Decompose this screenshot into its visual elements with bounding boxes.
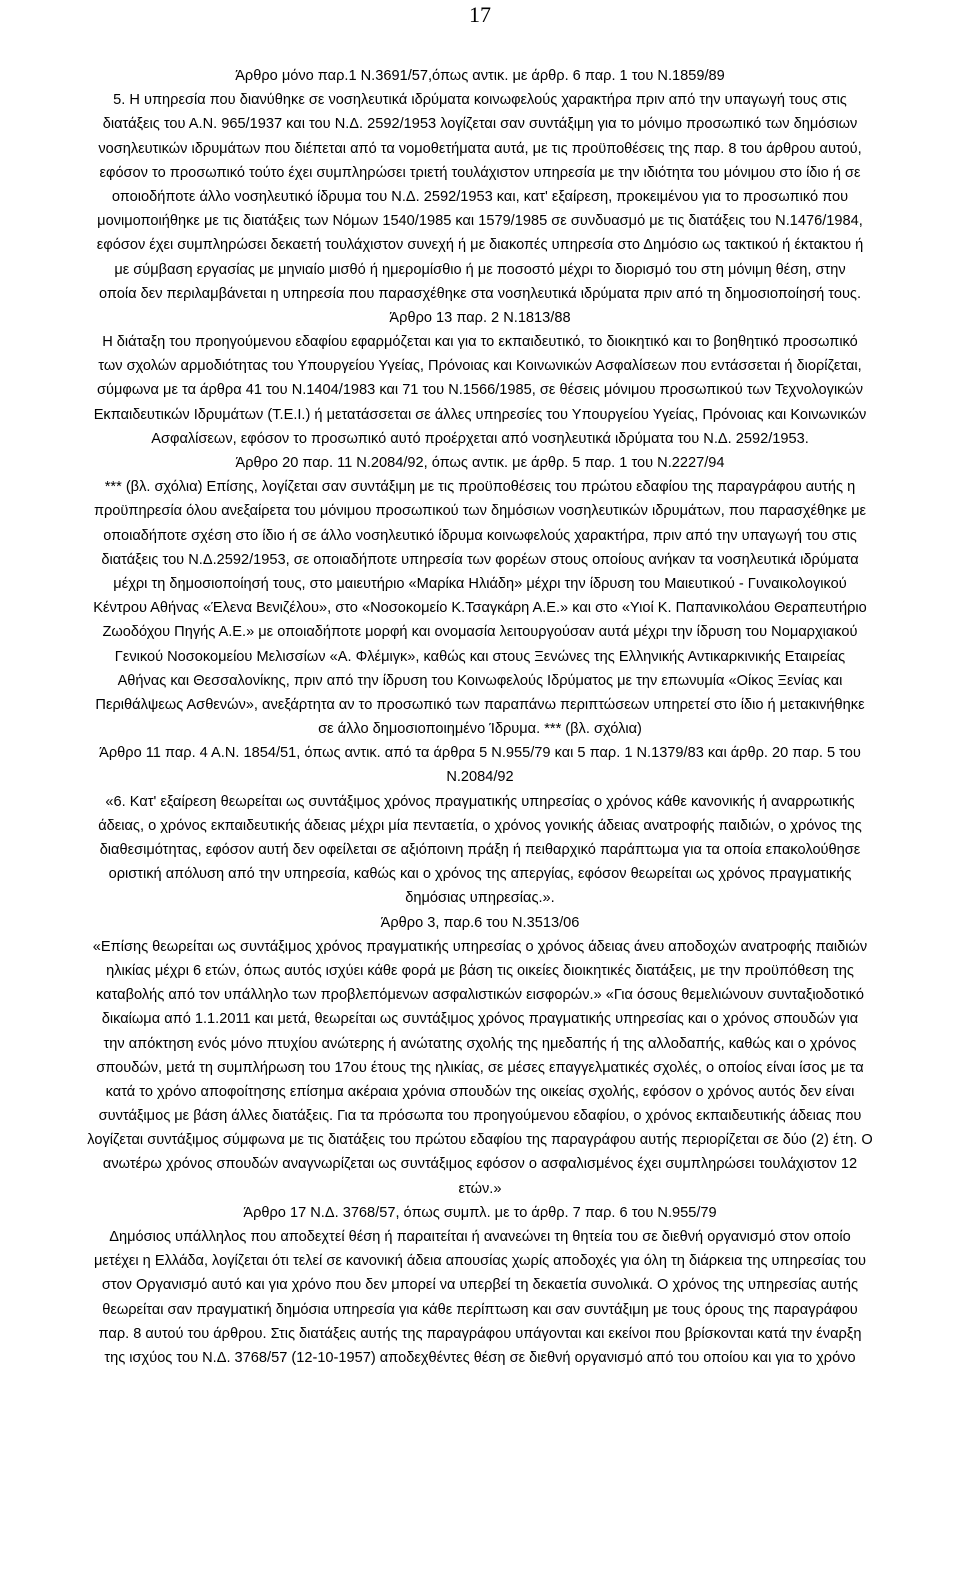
- text-line-content: Άρθρο μόνο παρ.1 Ν.3691/57,όπως αντικ. με άρθρ. 6 παρ. 1 του Ν.1859/89: [235, 68, 725, 84]
- text-line: [6, 112, 954, 136]
- text-line-content: διατάξεις του Ν.Δ.2592/1953, σε οποιαδήποτε υπηρεσία των φορέων στους οποίους ανήκαν τα νοσηλευτικά ιδρύματα: [101, 551, 859, 568]
- text-line-content: ανωτέρω χρόνος σπουδών αναγνωρίζεται ως συντάξιμος εφόσον ο ασφαλισμένος έχει συμπληρώσει τουλάχιστον 12: [102, 1156, 858, 1173]
- text-line-content: Αθήνας και Θεσσαλονίκης, πριν από την ίδρυση του Κοινωφελούς Ιδρύματος με την επωνυμία «Οίκος Ξενίας και: [117, 672, 843, 689]
- text-line: [6, 209, 954, 233]
- text-line: [6, 693, 954, 717]
- text-line-content: Άρθρο 11 παρ. 4 Α.Ν. 1854/51, όπως αντικ. από τα άρθρα 5 Ν.955/79 και 5 παρ. 1 Ν.1379/83 και άρθρ. 20 παρ. 5 του: [99, 745, 861, 762]
- text-line-content: θεωρείται σαν πραγματική δημόσια υπηρεσία για κάθε περίπτωση και σαν συντάξιμη με τους όρους της παραγράφου: [102, 1301, 858, 1318]
- text-line: [6, 596, 954, 620]
- document-body: [6, 64, 954, 1370]
- text-line: [6, 790, 954, 814]
- text-line: [6, 1128, 954, 1152]
- text-line-content: παρ. 8 αυτού του άρθρου. Στις διατάξεις αυτής της παραγράφου υπάγονται και εκείνοι που βρίσκονται κατά την έναρξη: [98, 1325, 862, 1342]
- text-line-content: ηλικίας μέχρι 6 ετών, όπως αυτός ισχύει κάθε φορά με βάση τις οικείες διοικητικές διατάξεις, με την προϋπόθεση της: [106, 962, 854, 979]
- text-line-content: άδειας, ο χρόνος εκπαιδευτικής άδειας μέχρι μία πενταετία, ο χρόνος γονικής άδειας ανατροφής παιδιών, ο χρόνος της: [98, 817, 862, 834]
- text-line: [6, 548, 954, 572]
- text-line-content: Ν.2084/92: [446, 769, 514, 786]
- text-line: [6, 645, 954, 669]
- text-line-content: προϋπηρεσία όλου ανεξαίρετα του μόνιμου προσωπικού των δημόσιων νοσηλευτικών ιδρυμάτων, που παρασχέθηκε με: [93, 503, 867, 520]
- text-line-content: «Επίσης θεωρείται ως συντάξιμος χρόνος πραγματικής υπηρεσίας ο χρόνος άδειας άνευ αποδοχών ανατροφής παιδιών: [92, 938, 868, 955]
- text-line-content: δημόσιας υπηρεσίας.».: [405, 890, 555, 907]
- text-line-content: Άρθρο 3, παρ.6 του Ν.3513/06: [380, 914, 580, 931]
- text-line: [6, 572, 954, 596]
- text-line-content: δικαίωμα από 1.1.2011 και μετά, θεωρείται ως συντάξιμος χρόνος πραγματικής υπηρεσίας και ο χρόνος σπουδών για: [101, 1011, 859, 1028]
- text-line: [6, 620, 954, 644]
- text-line-content: οποιαδήποτε σχέση στο ίδιο ή σε άλλο νοσηλευτικό ίδρυμα κοινωφελούς χαρακτήρα, πριν από την υπαγωγή του στις: [103, 527, 857, 544]
- text-line: [6, 258, 954, 282]
- text-line: [6, 1249, 954, 1273]
- text-line-content: στον Οργανισμό αυτό και για χρόνο που δεν μπορεί να υπερβεί τη δεκαετία συνολικά. Ο χρόνος της υπηρεσίας αυτής: [101, 1277, 859, 1294]
- text-line: [6, 1273, 954, 1297]
- text-line-content: σύμφωνα με τα άρθρα 41 του Ν.1404/1983 και 71 του Ν.1566/1985, σε θέσεις μόνιμου προσωπικού των Τεχνολογικών: [97, 382, 863, 399]
- text-line: [6, 1032, 954, 1056]
- text-line-content: καταβολής από τον υπάλληλο των προβλεπόμενων ασφαλιστικών εισφορών.» «Για όσους θεμελιώνουν συνταξιοδοτικό: [96, 987, 864, 1004]
- text-line: [6, 64, 954, 88]
- page-number: 17: [469, 2, 491, 27]
- text-line-content: 5. Η υπηρεσία που διανύθηκε σε νοσηλευτικά ιδρύματα κοινωφελούς χαρακτήρα πριν από την υπαγωγή τους στις: [113, 92, 847, 109]
- text-line: [6, 862, 954, 886]
- text-line: [6, 475, 954, 499]
- text-line-content: Εκπαιδευτικών Ιδρυμάτων (Τ.Ε.Ι.) ή μετατάσσεται σε άλλες υπηρεσίες του Υπουργείου Υγείας, Πρόνοιας και Κοινωνικών: [93, 406, 867, 423]
- text-line: [6, 741, 954, 765]
- text-line: [6, 378, 954, 402]
- text-line-content: νοσηλευτικών ιδρυμάτων που διέπεται από τα νομοθετήματα αυτά, με τις προϋποθέσεις της παρ. 8 του άρθρου αυτού,: [98, 140, 862, 157]
- text-line: [6, 282, 954, 306]
- text-line: [6, 1346, 954, 1370]
- text-line-content: Ζωοδόχου Πηγής Α.Ε.» με οποιαδήποτε μορφή και ονομασία λειτουργούσαν αυτά μέχρι την ίδρυση του Νομαρχιακού: [102, 624, 858, 641]
- text-line-content: οποιοδήποτε άλλο νοσηλευτικό ίδρυμα του Ν.Δ. 2592/1953 και, κατ' εξαίρεση, προκειμένου για το προσωπικό που: [111, 188, 849, 205]
- text-line: [6, 306, 954, 330]
- text-line-content: οριστική απόλυση από την υπηρεσία, καθώς και ο χρόνος της απεργίας, εφόσον θεωρείται ως χρόνος πραγματικής: [108, 866, 852, 883]
- text-line-content: Κέντρου Αθήνας «Έλενα Βενιζέλου», στο «Νοσοκομείο Κ.Τσαγκάρη Α.Ε.» και στο «Υιοί Κ. Παπανικολάου Θεραπευτήριο: [93, 600, 867, 617]
- text-line-content: σπουδών, μετά τη συμπλήρωση του 17ου έτους της ηλικίας, σε μέσες επαγγελματικές σχολές, ο οποίος είναι ίσος με τα: [96, 1059, 864, 1076]
- text-line-content: των σχολών αρμοδιότητας του Υπουργείου Υγείας, Πρόνοιας και Κοινωνικών Ασφαλίσεων που εντάσσεται ή διορίζεται,: [98, 358, 862, 375]
- text-line-content: «6. Κατ' εξαίρεση θεωρείται ως συντάξιμος χρόνος πραγματικής υπηρεσίας ο χρόνος κάθε κανονικής ή αναρρωτικής: [105, 793, 855, 810]
- text-line-content: μέχρι τη δημοσιοποίησή τους, στο μαιευτήριο «Μαρίκα Ηλιάδη» μέχρι την ίδρυση του Μαιευτικού - Γυναικολογικού: [113, 575, 847, 592]
- text-line: [6, 354, 954, 378]
- text-line: [6, 1177, 954, 1201]
- text-line: [6, 427, 954, 451]
- text-line: [6, 1104, 954, 1128]
- text-line: [6, 1298, 954, 1322]
- text-line-content: Άρθρο 17 Ν.Δ. 3768/57, όπως συμπλ. με το άρθρ. 7 παρ. 6 του Ν.955/79: [243, 1204, 717, 1221]
- text-line-content: διαθεσιμότητας, εφόσον αυτή δεν οφείλεται σε αξιόποινη πράξη ή πειθαρχικό παράπτωμα για τα οποία επακολούθησε: [99, 842, 861, 858]
- text-line-content: λογίζεται συντάξιμος σύμφωνα με τις διατάξεις του πρώτου εδαφίου της παραγράφου αυτής περιορίζεται σε δύο (2) έτη. Ο: [87, 1132, 873, 1149]
- text-line-content: Ασφαλίσεων, εφόσον το προσωπικό αυτό προέρχεται από νοσηλευτικά ιδρύματα του Ν.Δ. 2592/1953.: [151, 430, 809, 447]
- text-line: [6, 1007, 954, 1031]
- text-line-content: Δημόσιος υπάλληλος που αποδεχτεί θέση ή παραιτείται ή ανανεώνει τη θητεία του σε διεθνή οργανισμό στον οποίο: [109, 1229, 851, 1245]
- text-line-content: συντάξιμος με βάση άλλες διατάξεις. Για τα πρόσωπα του προηγούμενου εδαφίου, ο χρόνος εκπαιδευτικής άδειας που: [98, 1108, 862, 1125]
- text-line: [6, 499, 954, 523]
- text-line-content: ετών.»: [458, 1180, 502, 1197]
- text-line: [6, 1201, 954, 1225]
- text-line-content: εφόσον το προσωπικό τούτο έχει συμπληρώσει τριετή τουλάχιστον υπηρεσία με την ιδιότητα του μόνιμου στο ίδιο ή σε: [99, 164, 861, 181]
- text-line: [6, 765, 954, 789]
- text-line: [6, 161, 954, 185]
- text-line-content: διατάξεις του Α.Ν. 965/1937 και του Ν.Δ. 2592/1953 λογίζεται σαν συντάξιμη για το μόνιμο προσωπικό των δημόσιων: [102, 116, 858, 133]
- text-line: [6, 524, 954, 548]
- text-line-content: Άρθρο 13 παρ. 2 Ν.1813/88: [389, 309, 571, 326]
- text-line: [6, 88, 954, 112]
- text-line: [6, 911, 954, 935]
- text-line-content: μετέχει η Ελλάδα, λογίζεται ότι τελεί σε κανονική άδεια απουσίας χωρίς αποδοχές για όλη τη διάρκεια της υπηρεσίας του: [94, 1253, 866, 1270]
- text-line: [6, 451, 954, 475]
- text-line-content: Άρθρο 20 παρ. 11 Ν.2084/92, όπως αντικ. με άρθρ. 5 παρ. 1 του Ν.2227/94: [235, 455, 725, 471]
- text-line: [6, 330, 954, 354]
- text-line: [6, 233, 954, 257]
- text-line: [6, 814, 954, 838]
- text-line-content: της ισχύος του Ν.Δ. 3768/57 (12-10-1957) αποδεχθέντες θέση σε διεθνή οργανισμό από του οποίου και για το χρόνο: [104, 1349, 856, 1366]
- text-line-content: *** (βλ. σχόλια) Επίσης, λογίζεται σαν συντάξιμη με τις προϋποθέσεις του πρώτου εδαφίου της παραγράφου αυτής η: [104, 479, 856, 496]
- text-line: [6, 1152, 954, 1176]
- text-line: [6, 1056, 954, 1080]
- text-line: [6, 838, 954, 862]
- text-line-content: με σύμβαση εργασίας με μηνιαίο μισθό ή ημερομίσθιο ή με ποσοστό μέχρι το διορισμό του στη μόνιμη θέση, στην: [114, 261, 846, 278]
- text-line-content: την απόκτηση ενός μόνο πτυχίου ανώτερης ή ανώτατης σχολής της ημεδαπής ή της αλλοδαπής, καθώς και ο χρόνος: [103, 1035, 857, 1052]
- text-line: [6, 669, 954, 693]
- text-line: [6, 1322, 954, 1346]
- text-line: [6, 983, 954, 1007]
- text-line: [6, 935, 954, 959]
- text-line: [6, 1080, 954, 1104]
- text-line-content: Περιθάλψεως Ασθενών», ανεξάρτητα αν το προσωπικό των παραπάνω περιπτώσεων υπηρετεί στο ίδιο ή μετακινήθηκε: [95, 696, 865, 713]
- text-line-content: Η διάταξη του προηγούμενου εδαφίου εφαρμόζεται και για το εκπαιδευτικό, το διοικητικό και το βοηθητικό προσωπικό: [102, 334, 858, 351]
- text-line-content: οποία δεν περιλαμβάνεται η υπηρεσία που παρασχέθηκε στα νοσηλευτικά ιδρύματα πριν από τη δημοσιοποίησή τους.: [98, 285, 862, 302]
- text-line-content: κατά το χρόνο αποφοίτησης επίσημα ακέραια χρόνια σπουδών της οικείας σχολής, εφόσον ο χρόνος αυτός δεν είναι: [105, 1083, 855, 1100]
- text-line: [6, 959, 954, 983]
- text-line-content: Γενικού Νοσοκομείου Μελισσίων «Α. Φλέμιγκ», καθώς και στους Ξενώνες της Ελληνικής Αντικαρκινικής Εταιρείας: [114, 648, 846, 665]
- text-line: [6, 137, 954, 161]
- text-line: [6, 886, 954, 910]
- text-line: [6, 403, 954, 427]
- text-line: [6, 717, 954, 741]
- text-line-content: εφόσον έχει συμπληρώσει δεκαετή τουλάχιστον συνεχή ή με διακοπές υπηρεσία στο Δημόσιο ως τακτικού ή έκτακτου ή: [96, 237, 864, 254]
- text-line-content: σε άλλο δημοσιοποιημένο Ίδρυμα. *** (βλ. σχόλια): [318, 721, 642, 738]
- text-line: [6, 1225, 954, 1249]
- text-line-content: μονιμοποιήθηκε με τις διατάξεις των Νόμων 1540/1985 και 1579/1985 σε συνδυασμό με τις διατάξεις του Ν.1476/1984,: [97, 213, 863, 230]
- text-line: [6, 185, 954, 209]
